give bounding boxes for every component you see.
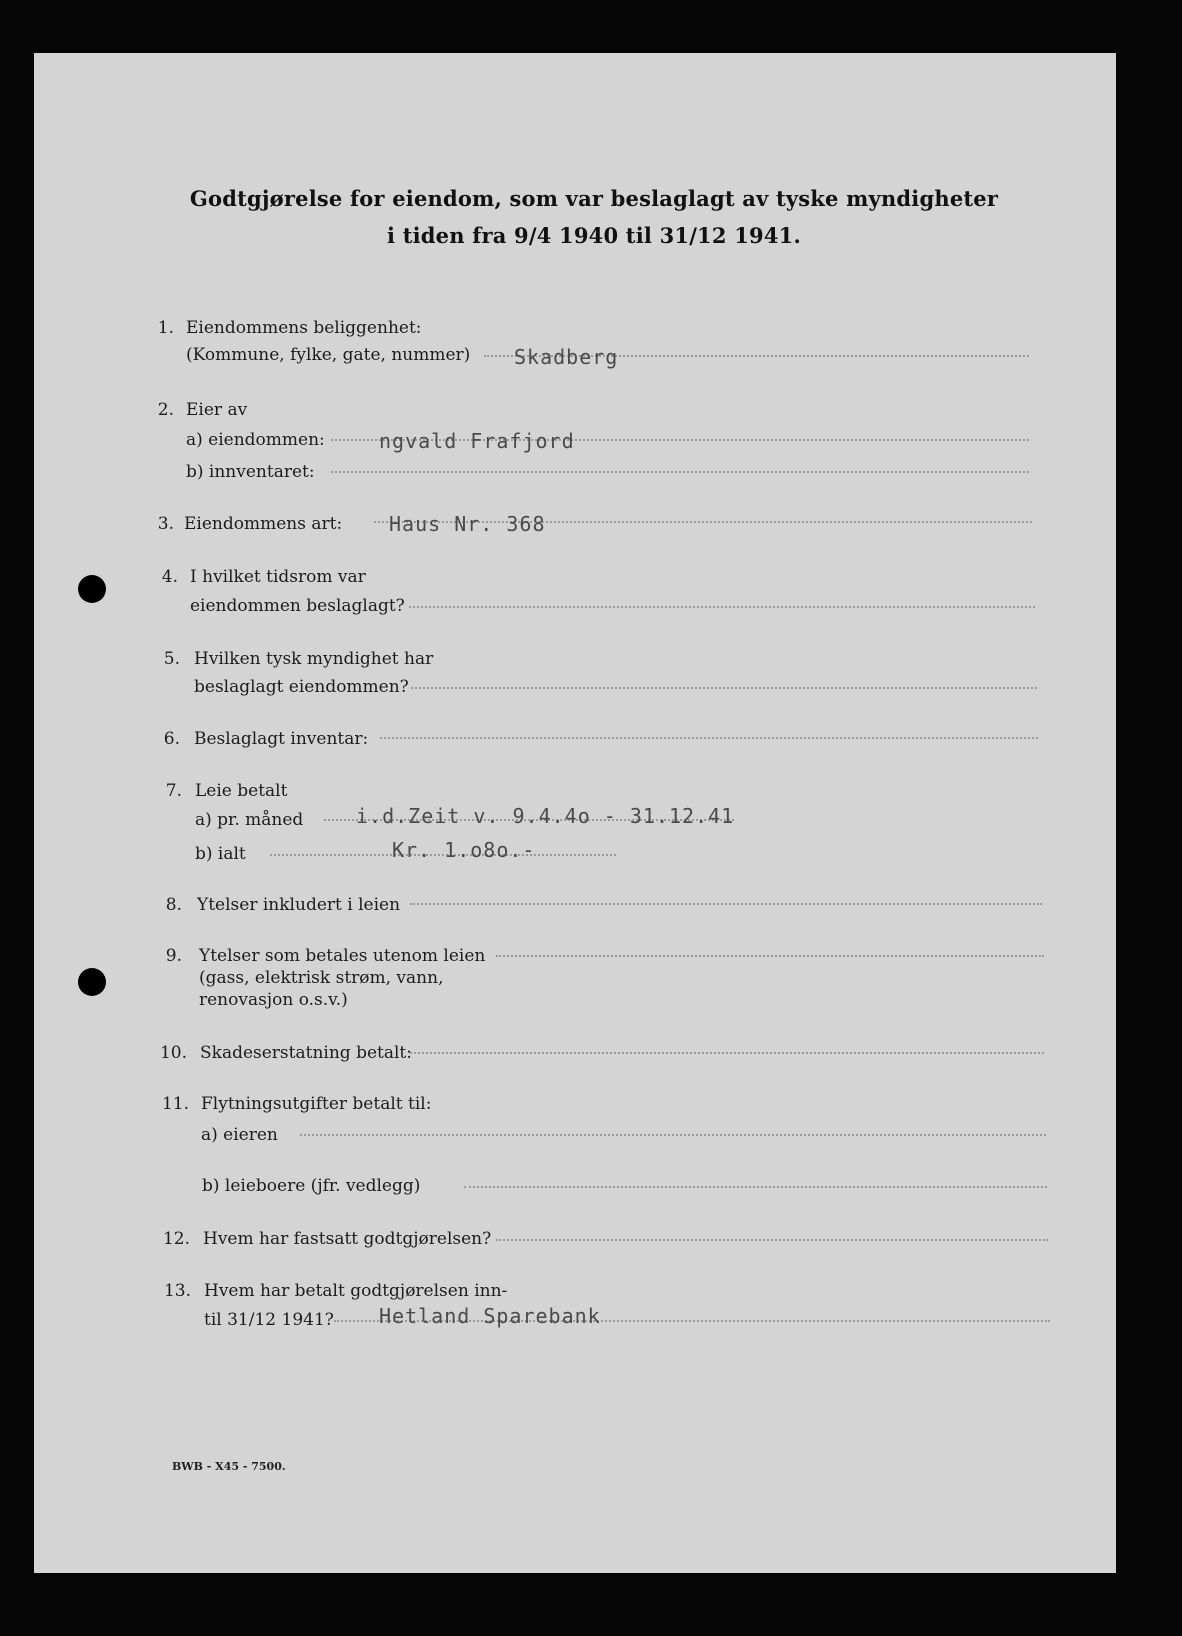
form-sheet — [34, 53, 1116, 1573]
q11-label: Flytningsutgifter betalt til: — [201, 1094, 432, 1114]
q1-number: 1. — [157, 318, 174, 338]
q7a-answer: i.d.Zeit v. 9.4.4o - 31.12.41 — [356, 804, 735, 828]
q5-label: Hvilken tysk myndighet har — [194, 649, 434, 669]
q4-number: 4. — [161, 567, 178, 587]
q13-label-2: til 31/12 1941? — [204, 1310, 334, 1330]
q2b-answer-line — [331, 471, 1029, 473]
q10-answer-line — [410, 1052, 1044, 1054]
q7-label: Leie betalt — [195, 781, 288, 801]
q8-number: 8. — [165, 895, 182, 915]
q10-label: Skadeserstatning betalt: — [200, 1043, 412, 1063]
q5-number: 5. — [163, 649, 180, 669]
q6-label: Beslaglagt inventar: — [194, 729, 369, 749]
q1-label: Eiendommens beliggenhet: — [186, 318, 422, 338]
q2-number: 2. — [157, 400, 174, 420]
q9-label-2: (gass, elektrisk strøm, vann, — [199, 968, 444, 988]
form-title-line-1: Godtgjørelse for eiendom, som var beslaglagt av tyske myndigheter — [189, 186, 999, 211]
q9-answer-line — [496, 955, 1044, 957]
q2a-label: a) eiendommen: — [186, 430, 325, 450]
q13-label: Hvem har betalt godtgjørelsen inn- — [204, 1281, 508, 1301]
q11a-answer-line — [300, 1134, 1046, 1136]
q11b-label: b) leieboere (jfr. vedlegg) — [202, 1176, 421, 1196]
form-code: BWB - X45 - 7500. — [172, 1460, 286, 1473]
q3-label: Eiendommens art: — [184, 514, 343, 534]
q6-number: 6. — [163, 729, 180, 749]
q7-number: 7. — [165, 781, 182, 801]
q5-answer-line — [411, 687, 1037, 689]
q3-answer: Haus Nr. 368 — [389, 512, 546, 536]
q9-label: Ytelser som betales utenom leien — [199, 946, 486, 966]
q9-number: 9. — [165, 946, 182, 966]
punch-hole-bottom — [78, 968, 106, 996]
q9-label-3: renovasjon o.s.v.) — [199, 990, 348, 1010]
q8-label: Ytelser inkludert i leien — [197, 895, 401, 915]
q2b-label: b) innventaret: — [186, 462, 315, 482]
q3-number: 3. — [157, 514, 174, 534]
q8-answer-line — [410, 903, 1042, 905]
q5-label-2: beslaglagt eiendommen? — [194, 677, 409, 697]
form-title-line-2: i tiden fra 9/4 1940 til 31/12 1941. — [387, 223, 801, 248]
q12-number: 12. — [162, 1229, 190, 1249]
q10-number: 10. — [159, 1043, 187, 1063]
q11a-label: a) eieren — [201, 1125, 278, 1145]
q7b-answer: Kr. 1.o8o.- — [392, 838, 536, 862]
q6-answer-line — [380, 737, 1038, 739]
q12-answer-line — [496, 1239, 1048, 1241]
q2-label: Eier av — [186, 400, 248, 420]
q13-number: 13. — [163, 1281, 191, 1301]
q4-answer-line — [409, 606, 1035, 608]
q12-label: Hvem har fastsatt godtgjørelsen? — [203, 1229, 492, 1249]
q1-sublabel: (Kommune, fylke, gate, nummer) — [186, 345, 471, 365]
punch-hole-top — [78, 575, 106, 603]
q13-answer: Hetland Sparebank — [379, 1304, 601, 1328]
q11-number: 11. — [161, 1094, 189, 1114]
q7b-label: b) ialt — [195, 844, 246, 864]
q7a-label: a) pr. måned — [195, 810, 304, 830]
q2a-answer: ngvald Frafjord — [379, 429, 575, 453]
q4-label-2: eiendommen beslaglagt? — [190, 596, 405, 616]
q4-label: I hvilket tidsrom var — [190, 567, 366, 587]
q1-answer: Skadberg — [514, 345, 619, 369]
q11b-answer-line — [464, 1186, 1047, 1188]
